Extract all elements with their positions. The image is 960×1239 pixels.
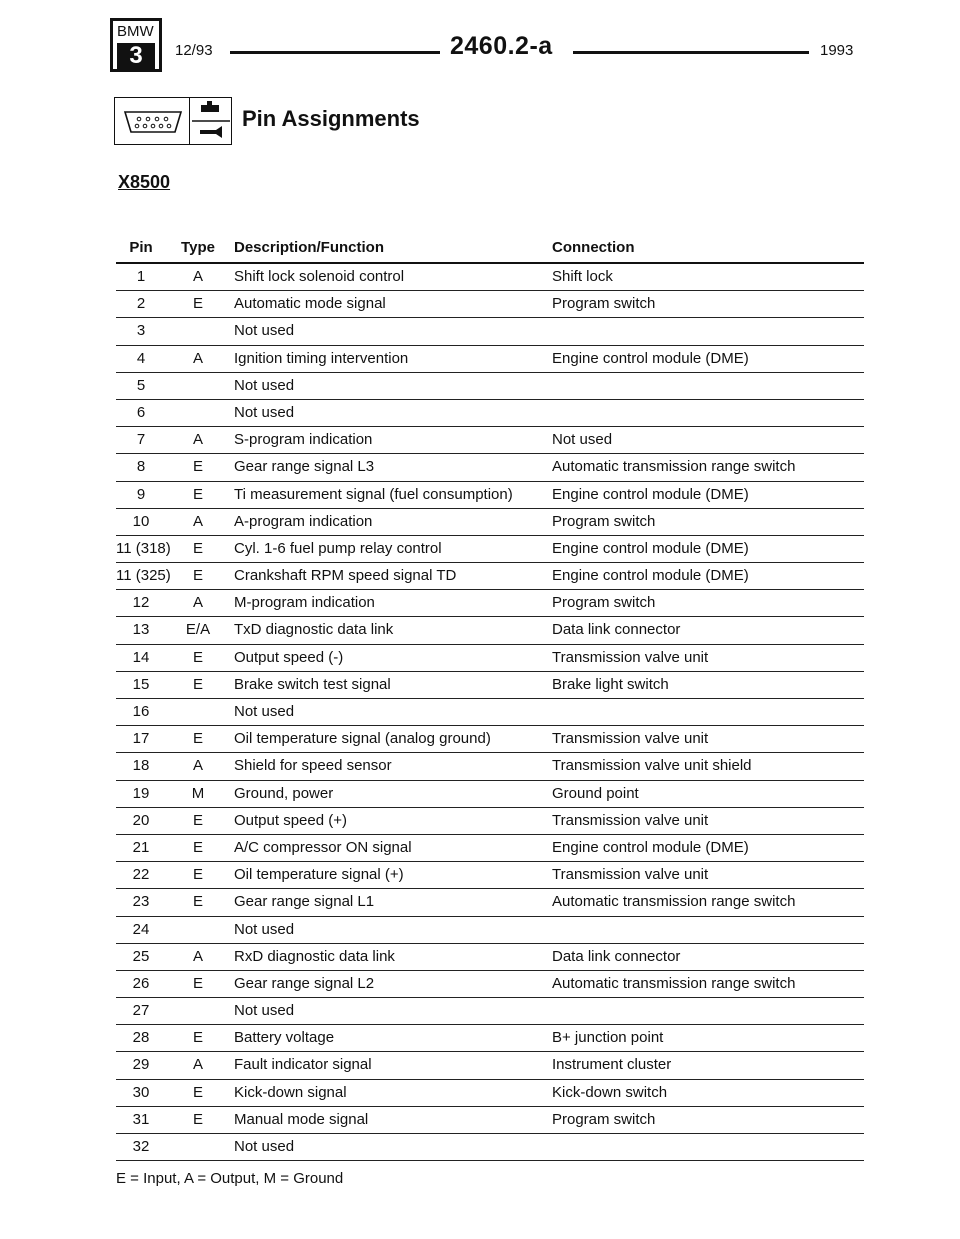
pin-cell: 3 (136, 322, 146, 340)
table-row (116, 1107, 864, 1134)
connection-cell: Shift lock (552, 268, 613, 285)
description-cell: A-program indication (234, 512, 373, 530)
section-title-block (114, 97, 534, 145)
connection-cell: Program switch (552, 512, 656, 530)
connection-cell: Ground point (552, 784, 639, 802)
description-cell: Shield for speed sensor (234, 757, 392, 775)
table-row (116, 808, 864, 835)
page-header (110, 18, 870, 74)
description-cell: TxD diagnostic data link (234, 621, 394, 639)
description-cell: Gear range signal L3 (234, 458, 375, 476)
pin-cell: 29 (132, 1056, 150, 1074)
table-row (116, 645, 864, 672)
table-row (116, 917, 864, 944)
type-cell: E (192, 458, 203, 476)
table-row (116, 835, 864, 862)
pin-cell: 10 (132, 512, 150, 530)
description-cell: Shift lock solenoid control (234, 268, 405, 285)
table-row (116, 699, 864, 726)
type-cell: E (192, 485, 203, 503)
type-cell: E (192, 866, 203, 884)
header-type: Type (181, 239, 215, 256)
type-cell: E (192, 648, 203, 666)
header-description: Description/Function (234, 239, 384, 256)
type-cell: E (192, 675, 203, 693)
type-cell: A (192, 947, 203, 965)
table-row (116, 862, 864, 889)
connection-cell: Program switch (552, 1110, 656, 1128)
connector-icon (114, 97, 190, 145)
type-cell: E (192, 539, 203, 557)
type-cell: A (192, 512, 203, 530)
table-row (116, 536, 864, 563)
pin-cell: 28 (132, 1029, 150, 1047)
table-row (116, 346, 864, 373)
connection-cell: Kick-down switch (552, 1083, 668, 1101)
header-date: 12/93 (175, 42, 213, 59)
description-cell: Oil temperature signal (+) (234, 866, 404, 884)
description-cell: Not used (234, 703, 295, 720)
description-cell: Ground, power (234, 784, 334, 802)
description-cell: Gear range signal L2 (234, 974, 375, 992)
type-cell: A (192, 757, 203, 775)
type-cell: E (192, 1029, 203, 1047)
description-cell: Crankshaft RPM speed signal TD (234, 567, 457, 585)
type-cell: A (192, 268, 203, 285)
pin-assignment-icon (190, 97, 232, 145)
pin-cell: 20 (132, 811, 150, 829)
type-cell: A (192, 594, 203, 612)
connection-cell: Automatic transmission range switch (552, 458, 796, 476)
pin-cell: 17 (132, 730, 150, 748)
pin-cell: 11 (318) (116, 539, 171, 557)
description-cell: M-program indication (234, 594, 375, 612)
description-cell: Not used (234, 1138, 295, 1155)
description-cell: RxD diagnostic data link (234, 947, 395, 965)
type-cell: E (192, 567, 203, 585)
description-cell: Brake switch test signal (234, 675, 391, 693)
connection-cell: Data link connector (552, 621, 681, 639)
table-row (116, 373, 864, 400)
type-cell: E (192, 811, 203, 829)
table-row (116, 509, 864, 536)
description-cell: S-program indication (234, 431, 373, 449)
connection-cell: Not used (552, 431, 613, 449)
header-year: 1993 (820, 42, 854, 59)
type-cell: A (192, 431, 203, 449)
table-row (116, 291, 864, 318)
type-legend: E = Input, A = Output, M = Ground (116, 1170, 344, 1187)
logo-text: BMW (117, 23, 154, 40)
pin-cell: 1 (136, 268, 146, 285)
type-cell: E (192, 295, 203, 313)
pin-cell: 24 (132, 920, 150, 938)
type-cell: E (192, 1110, 203, 1128)
description-cell: Automatic mode signal (234, 295, 386, 313)
description-cell: Output speed (+) (234, 811, 347, 829)
description-cell: Battery voltage (234, 1029, 335, 1047)
connection-cell: Transmission valve unit (552, 866, 709, 884)
pin-cell: 8 (136, 458, 146, 476)
table-header (116, 236, 864, 264)
connection-cell: Program switch (552, 295, 656, 313)
type-cell: M (191, 784, 205, 802)
pin-cell: 23 (132, 893, 150, 911)
connection-cell: Brake light switch (552, 675, 669, 693)
description-cell: Fault indicator signal (234, 1056, 372, 1074)
pin-cell: 27 (132, 1002, 150, 1020)
pin-cell: 18 (132, 757, 150, 775)
description-cell: Oil temperature signal (analog ground) (234, 730, 491, 748)
connection-cell: Automatic transmission range switch (552, 893, 796, 911)
table-row (116, 944, 864, 971)
table-row (116, 998, 864, 1025)
table-row (116, 590, 864, 617)
connection-cell: B+ junction point (552, 1029, 664, 1047)
table-row (116, 427, 864, 454)
connection-cell: Engine control module (DME) (552, 838, 749, 856)
header-rule-right (573, 51, 809, 54)
pin-cell: 4 (136, 349, 146, 367)
description-cell: Output speed (-) (234, 648, 344, 666)
table-row (116, 617, 864, 644)
table-body (116, 264, 864, 1161)
connection-cell: Engine control module (DME) (552, 349, 749, 367)
description-cell: Not used (234, 1002, 295, 1020)
connection-cell: Program switch (552, 594, 656, 612)
table-row (116, 563, 864, 590)
description-cell: Kick-down signal (234, 1083, 347, 1101)
connection-cell: Automatic transmission range switch (552, 974, 796, 992)
header-rule-left (230, 51, 440, 54)
header-connection: Connection (552, 239, 635, 256)
description-cell: Not used (234, 322, 295, 340)
connection-cell: Engine control module (DME) (552, 485, 749, 503)
table-row (116, 400, 864, 427)
pin-cell: 30 (132, 1083, 150, 1101)
type-cell: E (192, 893, 203, 911)
table-row (116, 264, 864, 291)
description-cell: Cyl. 1-6 fuel pump relay control (234, 539, 442, 557)
table-row (116, 781, 864, 808)
type-cell: E (192, 1083, 203, 1101)
pin-cell: 5 (136, 376, 146, 394)
table-row (116, 753, 864, 780)
connection-cell: Engine control module (DME) (552, 539, 749, 557)
pin-cell: 14 (132, 648, 150, 666)
pin-cell: 32 (132, 1138, 150, 1155)
table-row (116, 482, 864, 509)
type-cell: A (192, 349, 203, 367)
type-cell: A (192, 1056, 203, 1074)
table-row (116, 1052, 864, 1079)
description-cell: Ti measurement signal (fuel consumption) (234, 485, 513, 503)
connection-cell: Engine control module (DME) (552, 567, 749, 585)
pin-cell: 9 (136, 485, 146, 503)
connection-cell: Instrument cluster (552, 1056, 672, 1074)
series-number: 3 (117, 43, 155, 69)
connection-cell: Transmission valve unit (552, 648, 709, 666)
pin-cell: 31 (132, 1110, 150, 1128)
pin-cell: 13 (132, 621, 150, 639)
connector-id: X8500 (118, 172, 171, 192)
pin-cell: 22 (132, 866, 150, 884)
description-cell: Not used (234, 403, 295, 421)
pin-cell: 11 (325) (116, 567, 171, 585)
table-row (116, 971, 864, 998)
connection-cell: Transmission valve unit shield (552, 757, 752, 775)
description-cell: Gear range signal L1 (234, 893, 375, 911)
table-row (116, 1080, 864, 1107)
connection-cell: Transmission valve unit (552, 811, 709, 829)
pin-cell: 12 (132, 594, 150, 612)
connection-cell: Transmission valve unit (552, 730, 709, 748)
type-cell: E (192, 838, 203, 856)
table-row (116, 726, 864, 753)
table-row (116, 889, 864, 916)
pin-cell: 19 (132, 784, 150, 802)
pin-cell: 26 (132, 974, 150, 992)
pin-cell: 15 (132, 675, 150, 693)
connection-cell: Data link connector (552, 947, 681, 965)
type-cell: E (192, 730, 203, 748)
pin-cell: 21 (132, 838, 150, 856)
description-cell: A/C compressor ON signal (234, 838, 412, 856)
pin-cell: 2 (136, 295, 146, 313)
bmw-logo (110, 18, 162, 72)
pin-cell: 25 (132, 947, 150, 965)
description-cell: Ignition timing intervention (234, 349, 409, 367)
header-pin: Pin (129, 239, 153, 256)
description-cell: Not used (234, 376, 295, 394)
pin-cell: 16 (132, 703, 150, 720)
pin-assignment-table (116, 236, 864, 1161)
type-cell: E (192, 974, 203, 992)
description-cell: Manual mode signal (234, 1110, 369, 1128)
pin-cell: 7 (136, 431, 146, 449)
description-cell: Not used (234, 920, 295, 938)
table-row (116, 318, 864, 345)
table-row (116, 454, 864, 481)
type-cell: E/A (185, 621, 211, 639)
table-row (116, 1025, 864, 1052)
pin-cell: 6 (136, 403, 146, 421)
table-row (116, 1134, 864, 1161)
document-number: 2460.2-a (450, 32, 553, 60)
section-title: Pin Assignments (242, 106, 420, 131)
table-row (116, 672, 864, 699)
